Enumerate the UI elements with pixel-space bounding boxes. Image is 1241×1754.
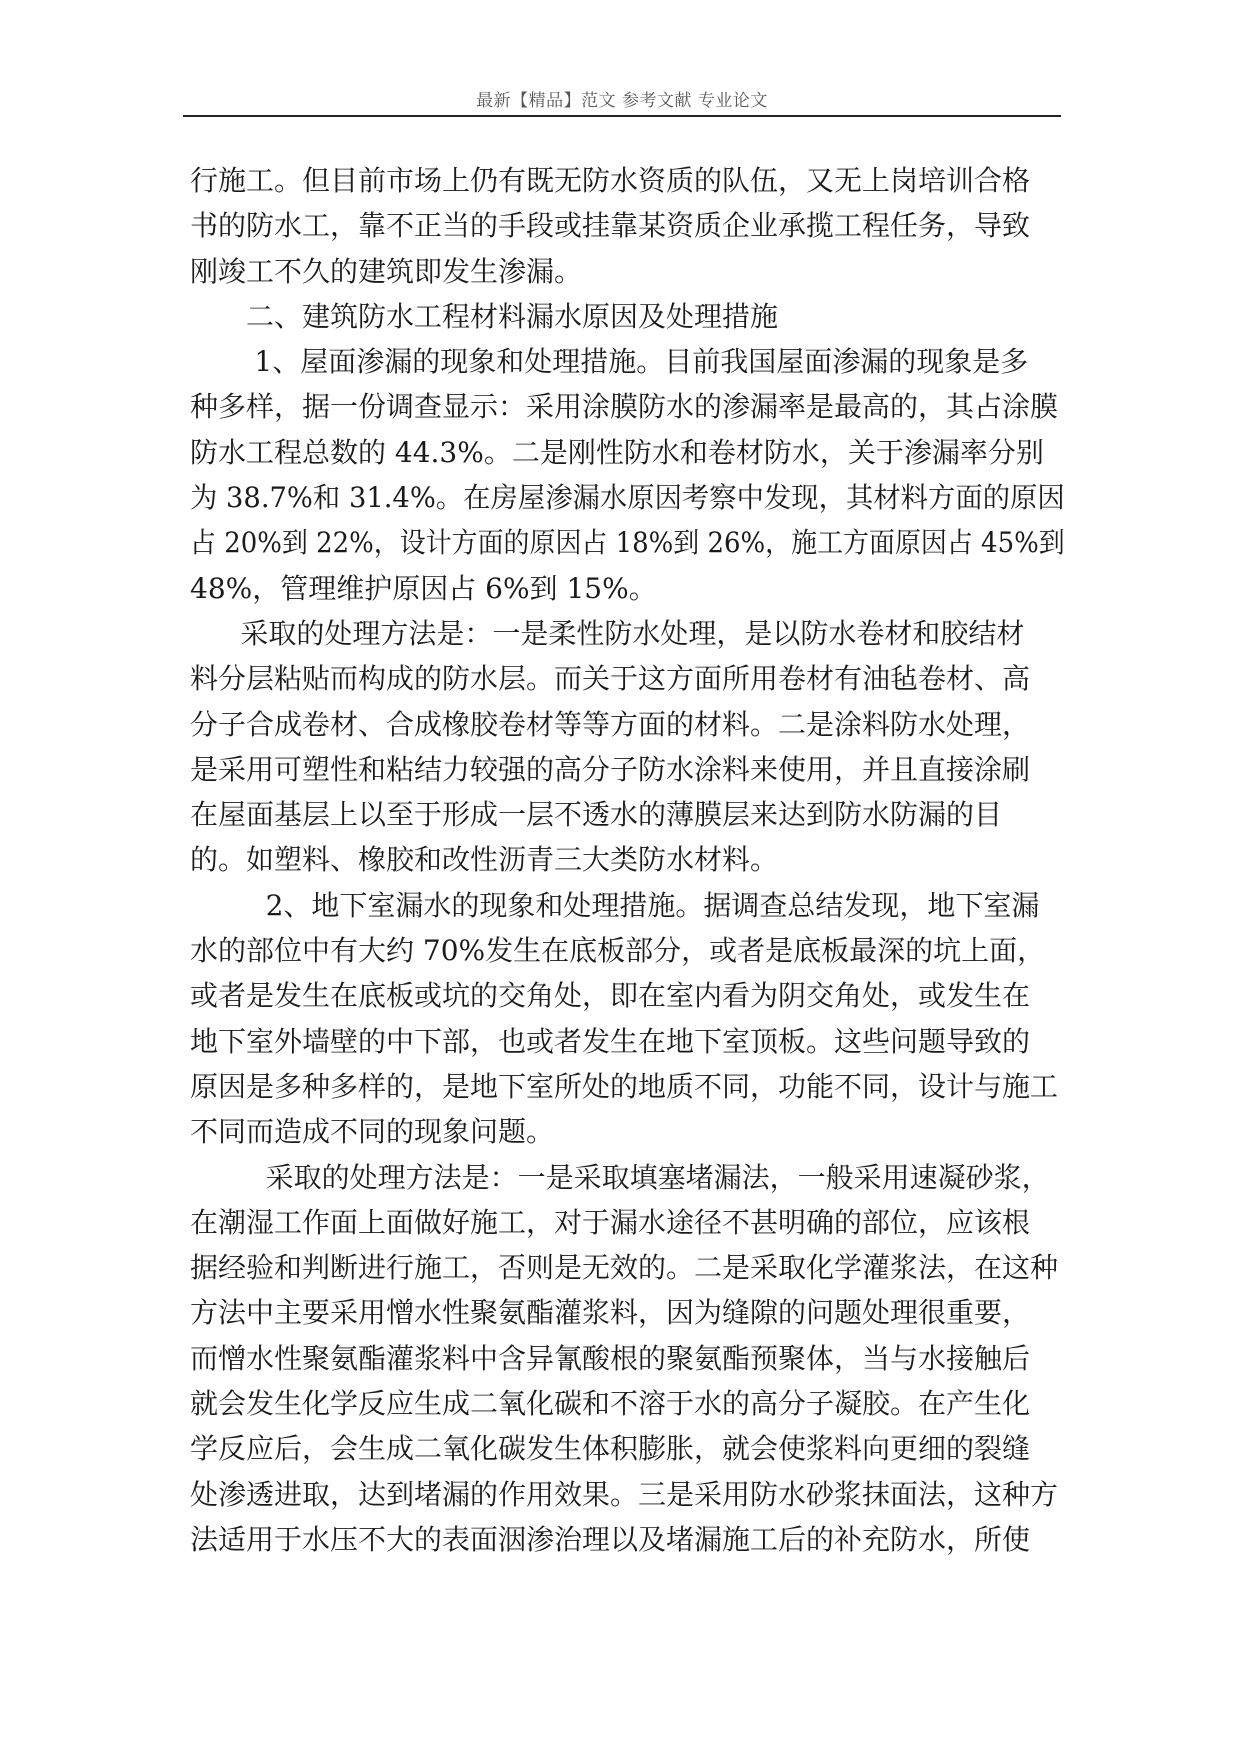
text-line: 原因是多种多样的，是地下室所处的地质不同，功能不同，设计与施工 [190,1069,1059,1103]
text-line: 1、屋面渗漏的现象和处理措施。目前我国屋面渗漏的现象是多 [254,345,1029,379]
text-line: 书的防水工，靠不正当的手段或挂靠某资质企业承揽工程任务，导致 [190,209,1031,243]
text-line: 料分层粘贴而构成的防水层。而关于这方面所用卷材有油毡卷材、高 [190,662,1031,696]
text-line: 为 38.7%和 31.4%。在房屋渗漏水原因考察中发现，其材料方面的原因 [190,481,1065,515]
text-line: 方法中主要采用憎水性聚氨酯灌浆料，因为缝隙的问题处理很重要， [190,1296,1031,1330]
text-line: 而憎水性聚氨酯灌浆料中含异氰酸根的聚氨酯预聚体，当与水接触后 [190,1341,1031,1375]
text-line: 的。如塑料、橡胶和改性沥青三大类防水材料。 [190,843,779,877]
text-line: 采取的处理方法是：一是采取填塞堵漏法，一般采用速凝砂浆， [265,1160,1050,1194]
text-line: 水的部位中有大约 70%发生在底板部分，或者是底板最深的坑上面， [190,934,1046,968]
text-line: 就会发生化学反应生成二氧化碳和不溶于水的高分子凝胶。在产生化 [190,1387,1031,1421]
header-divider [183,115,1061,117]
document-body [190,158,1065,1562]
text-line: 防水工程总数的 44.3%。二是刚性防水和卷材防水，关于渗漏率分别 [190,435,1044,469]
text-line: 或者是发生在底板或坑的交角处，即在室内看为阴交角处，或发生在 [190,979,1031,1013]
text-line: 地下室外墙壁的中下部，也或者发生在地下室顶板。这些问题导致的 [190,1024,1031,1058]
text-line: 占 20%到 22%，设计方面的原因占 18%到 26%，施工方面原因占 45%到 [190,526,1065,560]
text-line: 是采用可塑性和粘结力较强的高分子防水涂料来使用，并且直接涂刷 [190,752,1031,786]
text-line: 行施工。但目前市场上仍有既无防水资质的队伍，又无上岗培训合格 [190,164,1031,197]
text-line: 在潮湿工作面上面做好施工，对于漏水途径不甚明确的部位，应该根 [190,1205,1031,1239]
text-line: 刚竣工不久的建筑即发生渗漏。 [190,254,583,288]
text-line: 处渗透进取，达到堵漏的作用效果。三是采用防水砂浆抹面法，这种方 [190,1477,1059,1511]
text-line: 不同而造成不同的现象问题。 [190,1115,555,1149]
text-line: 学反应后，会生成二氧化碳发生体积膨胀，就会使浆料向更细的裂缝 [190,1432,1031,1466]
text-line: 种多样，据一份调查显示：采用涂膜防水的渗漏率是最高的，其占涂膜 [190,390,1059,424]
text-line: 法适用于水压不大的表面洇渗治理以及堵漏施工后的补充防水，所使 [190,1522,1031,1556]
header-title: 最新【精品】范文 参考文献 专业论文 [476,91,768,111]
text-line: 采取的处理方法是：一是柔性防水处理，是以防水卷材和胶结材 [240,616,1025,650]
text-line: 在屋面基层上以至于形成一层不透水的薄膜层来达到防水防漏的目 [190,798,1003,832]
text-line: 分子合成卷材、合成橡胶卷材等等方面的材料。二是涂料防水处理， [190,707,1031,741]
text-line: 二、建筑防水工程材料漏水原因及处理措施 [246,299,779,333]
text-line: 据经验和判断进行施工，否则是无效的。二是采取化学灌浆法，在这种 [190,1251,1059,1285]
text-line: 2、地下室漏水的现象和处理措施。据调查总结发现，地下室漏 [265,888,1040,922]
text-line: 48%，管理维护原因占 6%到 15%。 [190,571,657,605]
